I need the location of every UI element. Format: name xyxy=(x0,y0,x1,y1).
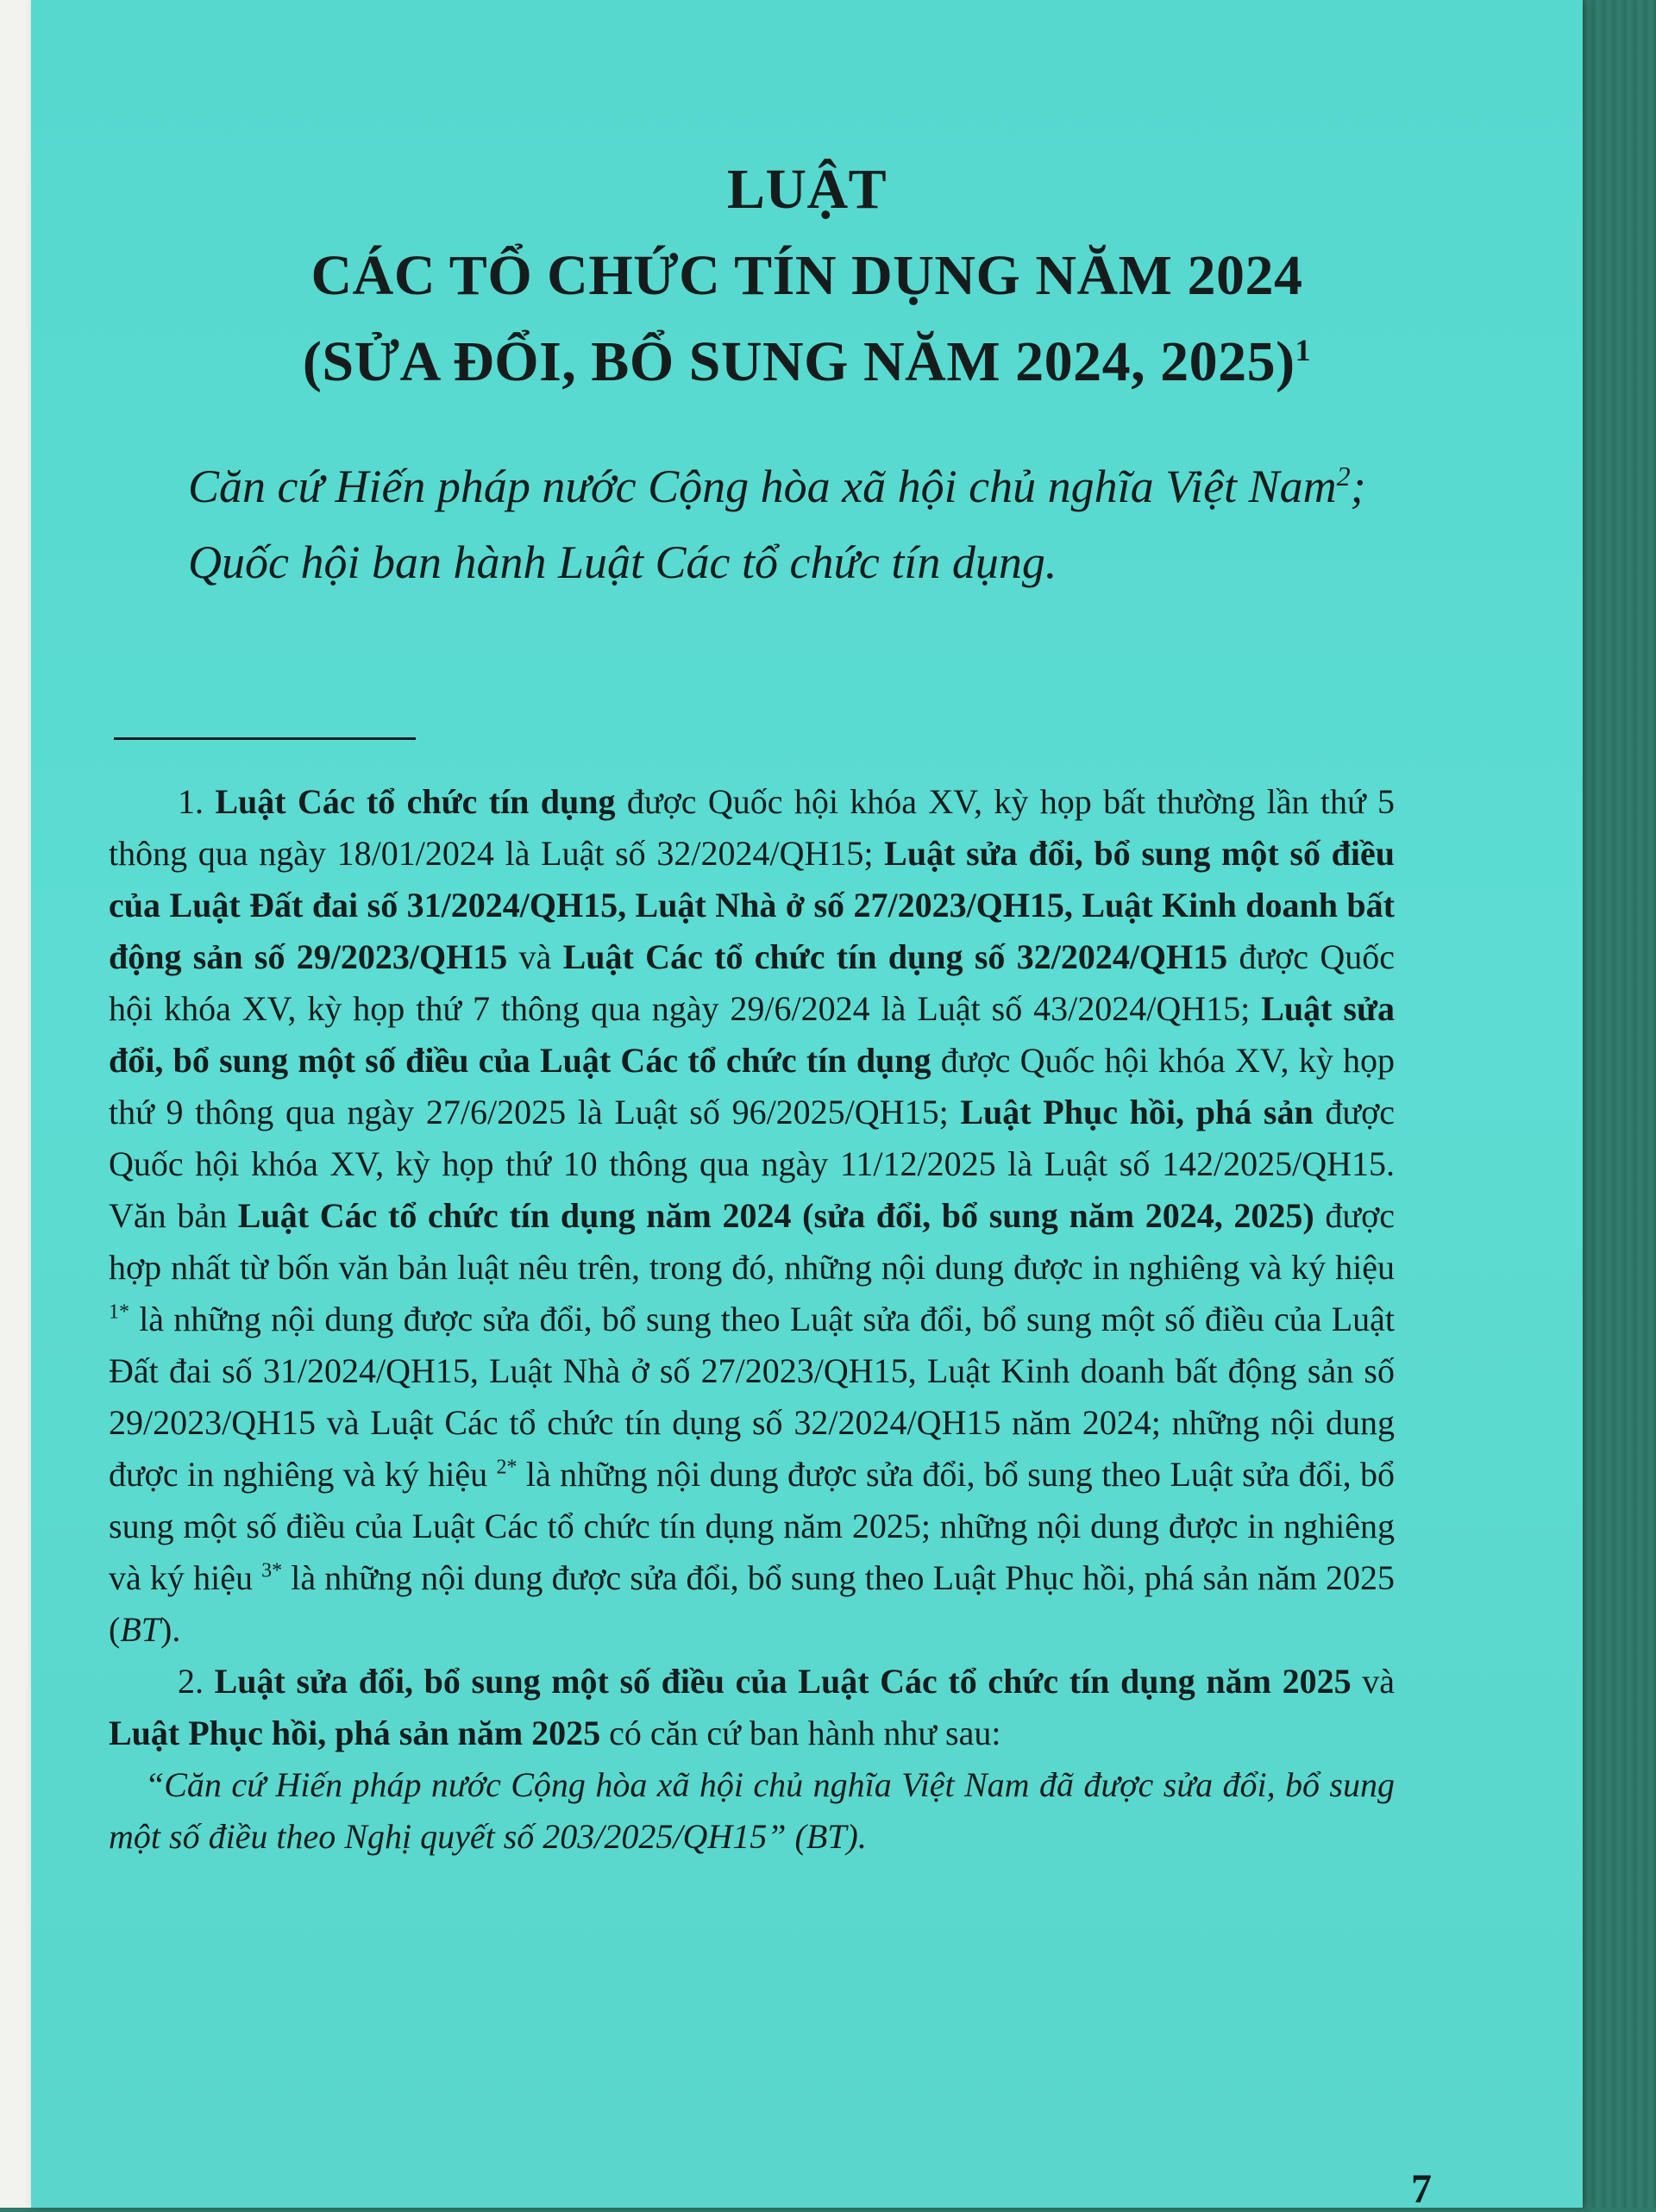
fn2-text: có căn cứ ban hành như sau: xyxy=(600,1714,1001,1752)
fn2-bold: Luật sửa đổi, bổ sung một số điều của Luật Các tổ chức tín dụng năm 2025 xyxy=(214,1662,1352,1701)
fn1-bold: Luật sửa đổi, bổ sung một số điều của Luật Đất đai số 31/2024/QH15, Luật Nhà ở số 27/2023/QH15, Luật Kinh doanh bất động sản số 29/2023/QH15 xyxy=(109,834,1396,976)
preamble-text-1: Căn cứ Hiến pháp nước Cộng hòa xã hội chủ nghĩa Việt Nam xyxy=(188,461,1337,512)
fn1-text: và xyxy=(507,937,563,976)
fn1-text: được Quốc hội khóa XV, kỳ họp bất thường lần thứ 5 thông qua ngày 18/01/2024 là Luật số 32/2024/QH15; xyxy=(109,782,1395,873)
footnote-2-quote: “Căn cứ Hiến pháp nước Cộng hòa xã hội chủ nghĩa Việt Nam đã được sửa đổi, bổ sung một số điều theo Nghị quyết số 203/2025/QH15” (BT). xyxy=(109,1765,1395,1856)
fn1-italic: BT xyxy=(120,1610,161,1649)
fn1-text: là những nội dung được sửa đổi, bổ sung theo Luật sửa đổi, bổ sung một số điều của Luật Các tổ chức tín dụng năm 2025; những nội dung được in nghiêng và ký hiệu xyxy=(109,1455,1395,1597)
fn1-bold: Luật Các tổ chức tín dụng số 32/2024/QH15 xyxy=(562,937,1228,976)
footnote-2 xyxy=(109,1656,1395,1759)
marker-1-star: 1* xyxy=(109,1300,129,1324)
fn1-text: được hợp nhất từ bốn văn bản luật nêu trên, trong đó, những nội dung được in nghiêng và ký hiệu xyxy=(109,1196,1395,1287)
fn1-text: được Quốc hội khóa XV, kỳ họp thứ 7 thông qua ngày 29/6/2024 là Luật số 43/2024/QH15; xyxy=(109,937,1396,1028)
title-line-3-text: (SỬA ĐỔI, BỔ SUNG NĂM 2024, 2025) xyxy=(302,330,1295,393)
preamble-text-1-end: ; xyxy=(1350,461,1366,512)
footnote-divider xyxy=(114,737,416,740)
marker-3-star: 3* xyxy=(261,1559,283,1582)
title-line-3 xyxy=(31,319,1583,405)
fn1-bold: Luật Phục hồi, phá sản xyxy=(960,1093,1314,1131)
background-cloth xyxy=(1583,0,1656,2208)
fn1-text: ). xyxy=(160,1610,181,1649)
fn2-text: 2. xyxy=(178,1662,215,1701)
marker-2-star: 2* xyxy=(496,1456,518,1479)
footnotes xyxy=(109,776,1395,1863)
fn1-bold: Luật sửa đổi, bổ sung một số điều của Luật Các tổ chức tín dụng xyxy=(109,989,1395,1080)
preamble-paragraph-1 xyxy=(114,448,1384,524)
fn2-bold: Luật Phục hồi, phá sản năm 2025 xyxy=(109,1714,601,1752)
preamble-paragraph-2: Quốc hội ban hành Luật Các tổ chức tín dụng. xyxy=(188,536,1057,588)
footnote-1 xyxy=(109,776,1395,1656)
book-page xyxy=(31,0,1583,2212)
fn1-bold: Luật Các tổ chức tín dụng năm 2024 (sửa đổi, bổ sung năm 2024, 2025) xyxy=(237,1196,1314,1235)
fn1-text: là những nội dung được sửa đổi, bổ sung theo Luật Phục hồi, phá sản năm 2025 ( xyxy=(109,1558,1395,1649)
fn2-text: và xyxy=(1351,1662,1395,1701)
background-left xyxy=(0,0,31,2208)
fn1-text: 1. xyxy=(178,782,216,821)
footnote-ref-1: 1 xyxy=(1295,333,1312,367)
title-line-2: CÁC TỔ CHỨC TÍN DỤNG NĂM 2024 xyxy=(310,244,1303,307)
fn1-text: là những nội dung được sửa đổi, bổ sung theo Luật sửa đổi, bổ sung một số điều của Luật Đất đai số 31/2024/QH15, Luật Nhà ở số 27/2023/QH15, Luật Kinh doanh bất động sản số 29/2023/QH15 và Luật Các tổ chức tín dụng số 32/2024/QH15 năm 2024; những nội dung được in nghiêng và ký hiệu xyxy=(109,1300,1395,1494)
page-number: 7 xyxy=(1411,2166,1432,2212)
footnote-ref-2: 2 xyxy=(1336,461,1351,492)
preamble xyxy=(114,448,1384,600)
fn1-text: được Quốc hội khóa XV, kỳ họp thứ 10 thông qua ngày 11/12/2025 là Luật số 142/2025/QH15. Văn bản xyxy=(109,1093,1395,1235)
title-line-1: LUẬT xyxy=(726,158,888,221)
fn1-text: được Quốc hội khóa XV, kỳ họp thứ 9 thông qua ngày 27/6/2025 là Luật số 96/2025/QH15; xyxy=(109,1041,1395,1131)
fn1-bold: Luật Các tổ chức tín dụng xyxy=(215,782,616,821)
law-title xyxy=(31,147,1583,405)
